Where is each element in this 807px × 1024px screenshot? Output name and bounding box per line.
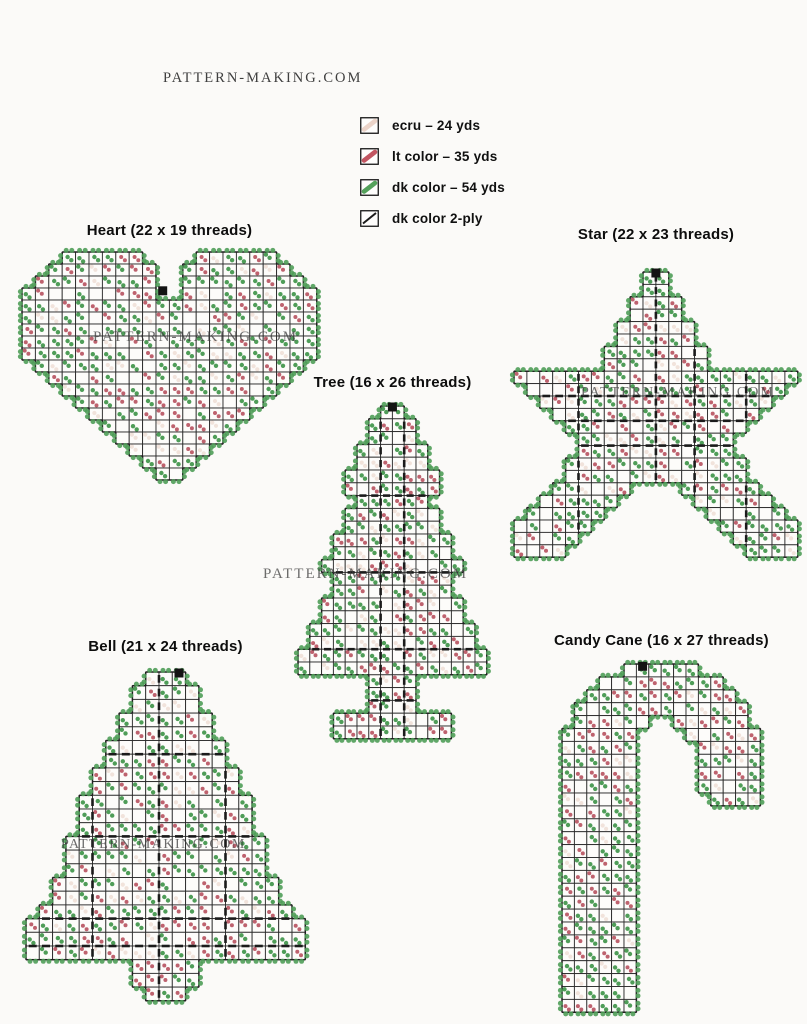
bell-pattern-title: Bell (21 x 24 threads)	[88, 638, 243, 655]
star-pattern-title: Star (22 x 23 threads)	[577, 226, 735, 243]
watermark: PATTERN-MAKING.COM	[61, 837, 246, 852]
heart-pattern-title: Heart (22 x 19 threads)	[86, 222, 253, 239]
watermark: PATTERN-MAKING.COM	[263, 566, 469, 582]
star-pattern-grid	[506, 264, 806, 565]
legend-label: ecru – 24 yds	[392, 118, 481, 133]
dk-color-swatch-icon	[360, 179, 379, 196]
ecru-swatch-icon	[360, 117, 379, 134]
legend-item-dk-color	[360, 172, 505, 203]
candy-cane-pattern-title: Candy Cane (16 x 27 threads)	[554, 632, 769, 649]
legend-label: dk color – 54 yds	[392, 180, 505, 195]
tree-pattern-grid	[290, 398, 495, 747]
candy-cane-pattern-grid	[554, 656, 768, 1020]
legend-label: lt color – 35 yds	[392, 149, 498, 164]
legend-label: dk color 2-ply	[392, 211, 483, 226]
dk-color-2ply-swatch-icon	[360, 210, 379, 227]
legend-item-lt-color	[360, 141, 505, 172]
lt-color-swatch-icon	[360, 148, 379, 165]
site-title: PATTERN-MAKING.COM	[163, 70, 363, 86]
watermark: PATTERN-MAKING.COM	[93, 329, 299, 345]
bell-pattern-grid	[18, 664, 313, 1009]
heart-pattern-grid	[14, 244, 325, 488]
watermark: PATTERN-MAKING.COM	[581, 385, 775, 400]
legend-item-dk-color-2ply	[360, 203, 505, 234]
legend-item-ecru	[360, 110, 505, 141]
tree-pattern-title: Tree (16 x 26 threads)	[313, 374, 472, 391]
color-legend	[360, 110, 505, 234]
